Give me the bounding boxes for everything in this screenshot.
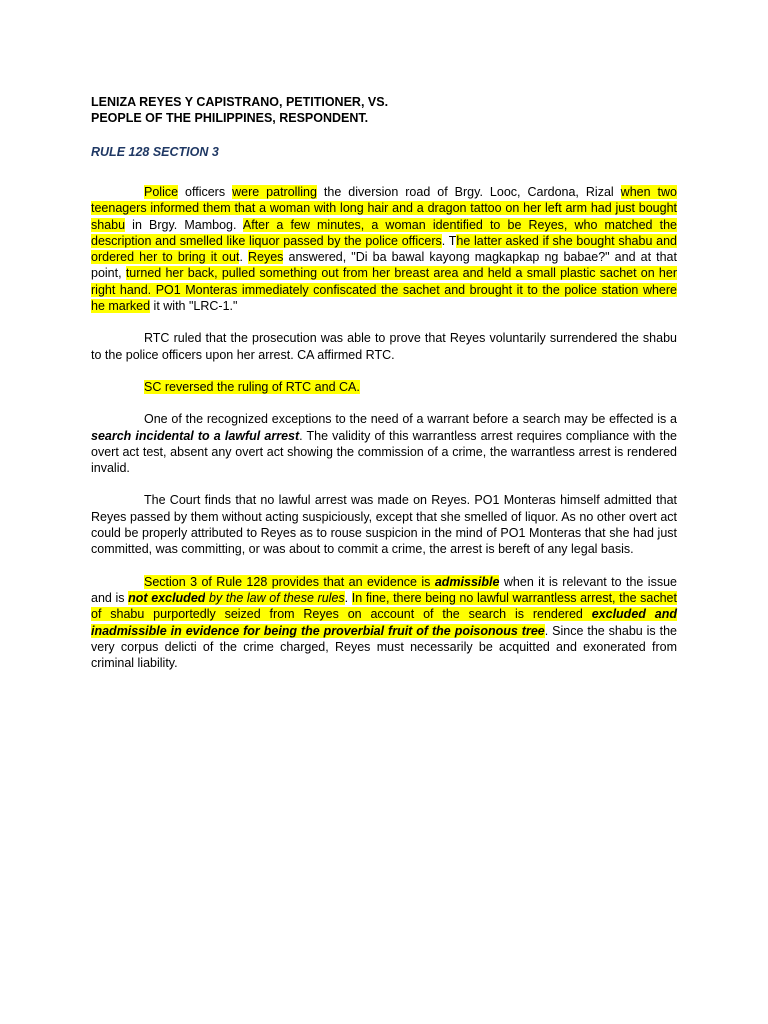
highlighted-text: Section 3 of Rule 128 provides that an evidence is — [144, 574, 435, 589]
case-title — [91, 94, 677, 126]
highlighted-emphasis-text: not excluded — [128, 590, 206, 605]
emphasis-text: search incidental to a lawful arrest — [91, 428, 300, 443]
plain-text: answered, "Di ba bawal kayong magkapkap ng babae?" and at that point, — [91, 250, 677, 281]
case-title-line-1: LENIZA REYES Y CAPISTRANO, PETITIONER, VS. — [91, 95, 389, 109]
plain-text: . — [344, 590, 352, 605]
highlighted-text: were patrolling — [232, 185, 317, 199]
rule-heading: RULE 128 SECTION 3 — [91, 145, 219, 159]
highlighted-text: he latter asked if she bought shabu and ordered her to bring it out — [91, 233, 677, 265]
plain-text: the diversion road of Brgy. Looc, Cardona, Rizal — [316, 185, 621, 199]
highlighted-text: turned her back, pulled something out from her breast area and held a small plastic sachet on her right hand. PO1 Monteras immediately confiscated the sachet and brought it to the police station where he marked — [91, 266, 677, 314]
highlighted-emphasis-text: admissible — [434, 574, 500, 589]
highlighted-italic-text: by the law of these rules — [205, 590, 345, 605]
highlighted-text: After a few minutes, a woman identified to be Reyes, who matched the description and smelled like liquor passed by the police officers — [91, 217, 677, 248]
highlighted-text: Police — [144, 185, 179, 199]
plain-text: in Brgy. Mambog. — [125, 217, 243, 232]
plain-text: . T — [441, 233, 457, 248]
paragraph-rtc-ruling: RTC ruled that the prosecution was able to prove that Reyes voluntarily surrendered the shabu to the police officers upon her arrest. CA affirmed RTC. — [91, 331, 677, 362]
plain-text: officers — [178, 185, 233, 199]
plain-text: . — [239, 250, 248, 265]
highlighted-emphasis-text: excluded and inadmissible in evidence for being the proverbial fruit of the poisonous tree — [91, 607, 677, 638]
highlighted-text: Reyes — [248, 250, 284, 265]
highlighted-text: when two teenagers informed them that a woman with long hair and a dragon tattoo on her left arm had just bought shabu — [91, 185, 677, 232]
paragraph-court-finding: The Court finds that no lawful arrest was made on Reyes. PO1 Monteras himself admitted that Reyes passed by them without acting suspiciously, except that she smelled of liquor. As no other overt act could be properly attributed to Reyes as to rouse suspicion in the mind of PO1 Monteras that she had just committed, was committing, or was about to commit a crime, the arrest is bereft of any legal basis. — [91, 493, 677, 557]
plain-text: . Since the shabu is the very corpus delicti of the crime charged, Reyes must necessarily be acquitted and exonerated from criminal liability. — [91, 623, 677, 671]
paragraph-sc-ruling — [91, 379, 677, 395]
paragraph-rule-128 — [91, 574, 677, 672]
case-title-line-2: PEOPLE OF THE PHILIPPINES, RESPONDENT. — [91, 111, 369, 125]
plain-text: when it is relevant to the issue and is — [91, 574, 677, 605]
highlighted-text: SC reversed the ruling of RTC and CA. — [144, 379, 360, 394]
plain-text: One of the recognized exceptions to the need of a warrant before a search may be effected is a — [144, 412, 677, 427]
plain-text: it with "LRC-1." — [150, 299, 238, 314]
paragraph-facts — [91, 184, 677, 314]
plain-text: . The validity of this warrantless arrest requires compliance with the overt act test, absent any overt act showing the commission of a crime, the warrantless arrest is rendered invalid. — [91, 428, 677, 476]
paragraph-exception — [91, 411, 677, 476]
highlighted-text: In fine, there being no lawful warrantless arrest, the sachet of shabu purportedly seized from Reyes on account of the search is rendered — [91, 590, 677, 622]
